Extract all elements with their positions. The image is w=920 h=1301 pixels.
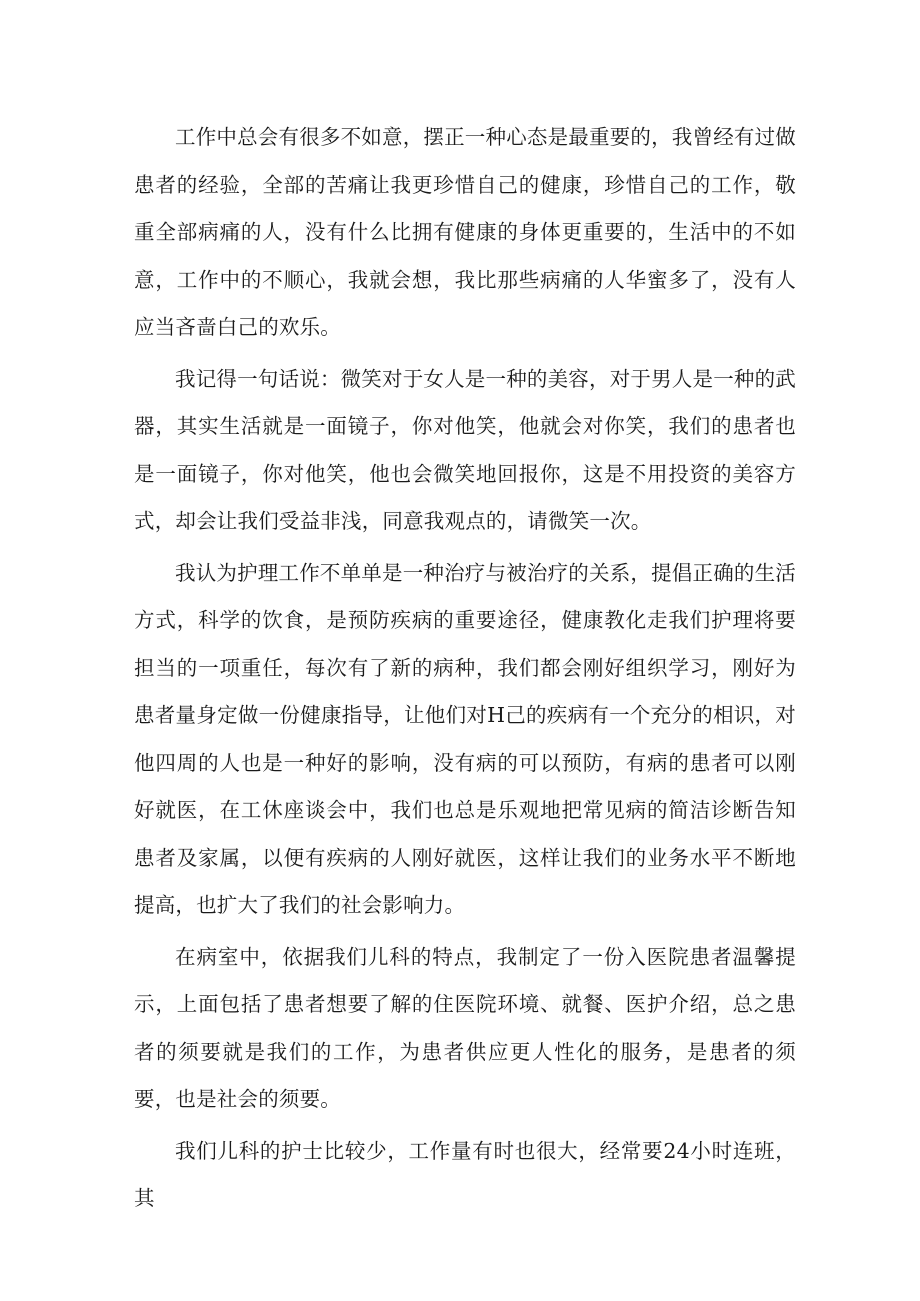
paragraph-3: 我认为护理工作不单单是一种治疗与被治疗的关系，提倡正确的生活方式，科学的饮食，是预防疾病的重要途径，健康教化走我们护理将要担当的一项重任，每次有了新的病种，我们都会刚好组织学习，刚好为患者量身定做一份健康指导，让他们对H己的疾病有一个充分的相识，对他四周的人也是一种好的影响，没有病的可以预防，有病的患者可以刚好就医，在工休座谈会中，我们也总是乐观地把常见病的简洁诊断告知患者及家属，以便有疾病的人刚好就医，这样让我们的业务水平不断地提高，也扩大了我们的社会影响力。 bbox=[134, 560, 796, 917]
paragraph-5: 我们儿科的护士比较少，工作量有时也很大，经常要24小时连班，其 bbox=[134, 1138, 796, 1210]
document-body bbox=[134, 114, 796, 1227]
paragraph-2: 我记得一句话说：微笑对于女人是一种的美容，对于男人是一种的武器，其实生活就是一面镜子，你对他笑，他就会对你笑，我们的患者也是一面镜子，你对他笑，他也会微笑地回报你，这是不用投资的美容方式，却会让我们受益非浅，同意我观点的，请微笑一次。 bbox=[134, 366, 796, 533]
paragraph-4: 在病室中，依据我们儿科的特点，我制定了一份入医院患者温馨提示，上面包括了患者想要了解的住医院环境、就餐、医护介绍，总之患者的须要就是我们的工作，为患者供应更人性化的服务，是患者的须要，也是社会的须要。 bbox=[134, 944, 796, 1111]
paragraph-1: 工作中总会有很多不如意，摆正一种心态是最重要的，我曾经有过做患者的经验，全部的苦痛让我更珍惜自己的健康，珍惜自己的工作，敬重全部病痛的人，没有什么比拥有健康的身体更重要的，生活中的不如意，工作中的不顺心，我就会想，我比那些病痛的人华蜜多了，没有人应当吝啬白己的欢乐。 bbox=[134, 125, 796, 339]
